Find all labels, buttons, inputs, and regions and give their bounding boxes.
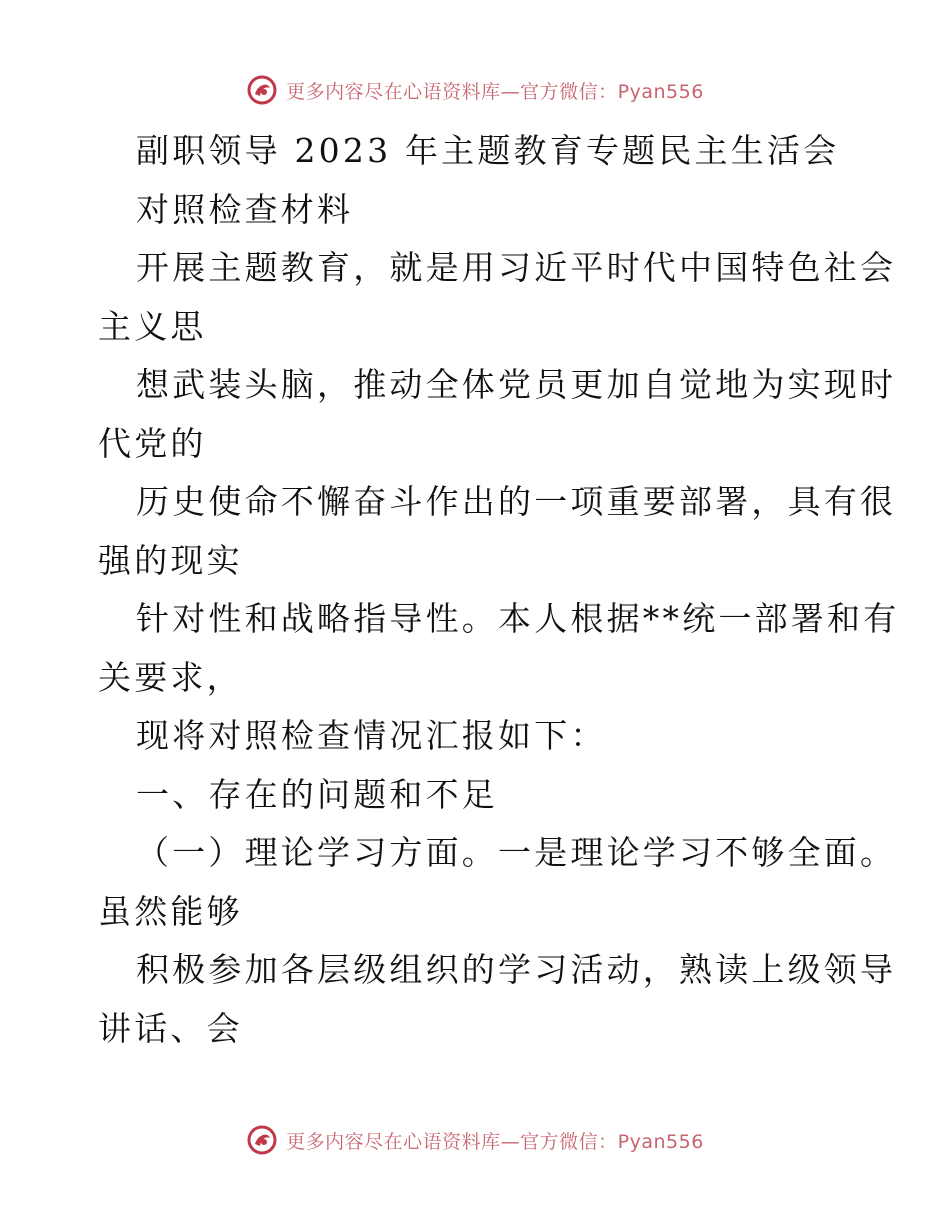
subsection-heading: （一）理论学习方面。一是理论学习不够全面。 [136, 833, 897, 872]
header-watermark [0, 70, 950, 110]
paragraph-line: 针对性和战略指导性。本人根据**统一部署和有 [136, 599, 900, 638]
footer-watermark [0, 1120, 950, 1160]
document-title-line-2: 对照检查材料 [136, 189, 354, 229]
paragraph-line: 开展主题教育，就是用习近平时代中国特色社会 [136, 248, 897, 287]
red-swirl-logo-icon [246, 1124, 278, 1156]
paragraph-line: 现将对照检查情况汇报如下： [136, 716, 607, 755]
watermark-text: 更多内容尽在心语资料库—官方微信：Pyan556 [286, 80, 704, 103]
watermark-text: 更多内容尽在心语资料库—官方微信：Pyan556 [286, 1130, 704, 1153]
paragraph-line: 强的现实 [98, 540, 243, 580]
paragraph-line: 积极参加各层级组织的学习活动，熟读上级领导 [136, 950, 897, 989]
document-body [0, 122, 950, 1058]
red-swirl-logo-icon [246, 74, 278, 106]
paragraph-line: 主义思 [98, 306, 207, 346]
paragraph-line: 讲话、会 [98, 1008, 243, 1048]
paragraph-line: 关要求， [98, 657, 243, 697]
paragraph-line: 代党的 [98, 423, 207, 463]
paragraph-line: 虽然能够 [98, 891, 243, 931]
document-title-line-1: 副职领导 2023 年主题教育专题民主生活会 [136, 131, 840, 170]
section-heading: 一、存在的问题和不足 [136, 774, 498, 814]
paragraph-line: 想武装头脑，推动全体党员更加自觉地为实现时 [136, 365, 897, 404]
paragraph-line: 历史使命不懈奋斗作出的一项重要部署，具有很 [136, 482, 897, 521]
